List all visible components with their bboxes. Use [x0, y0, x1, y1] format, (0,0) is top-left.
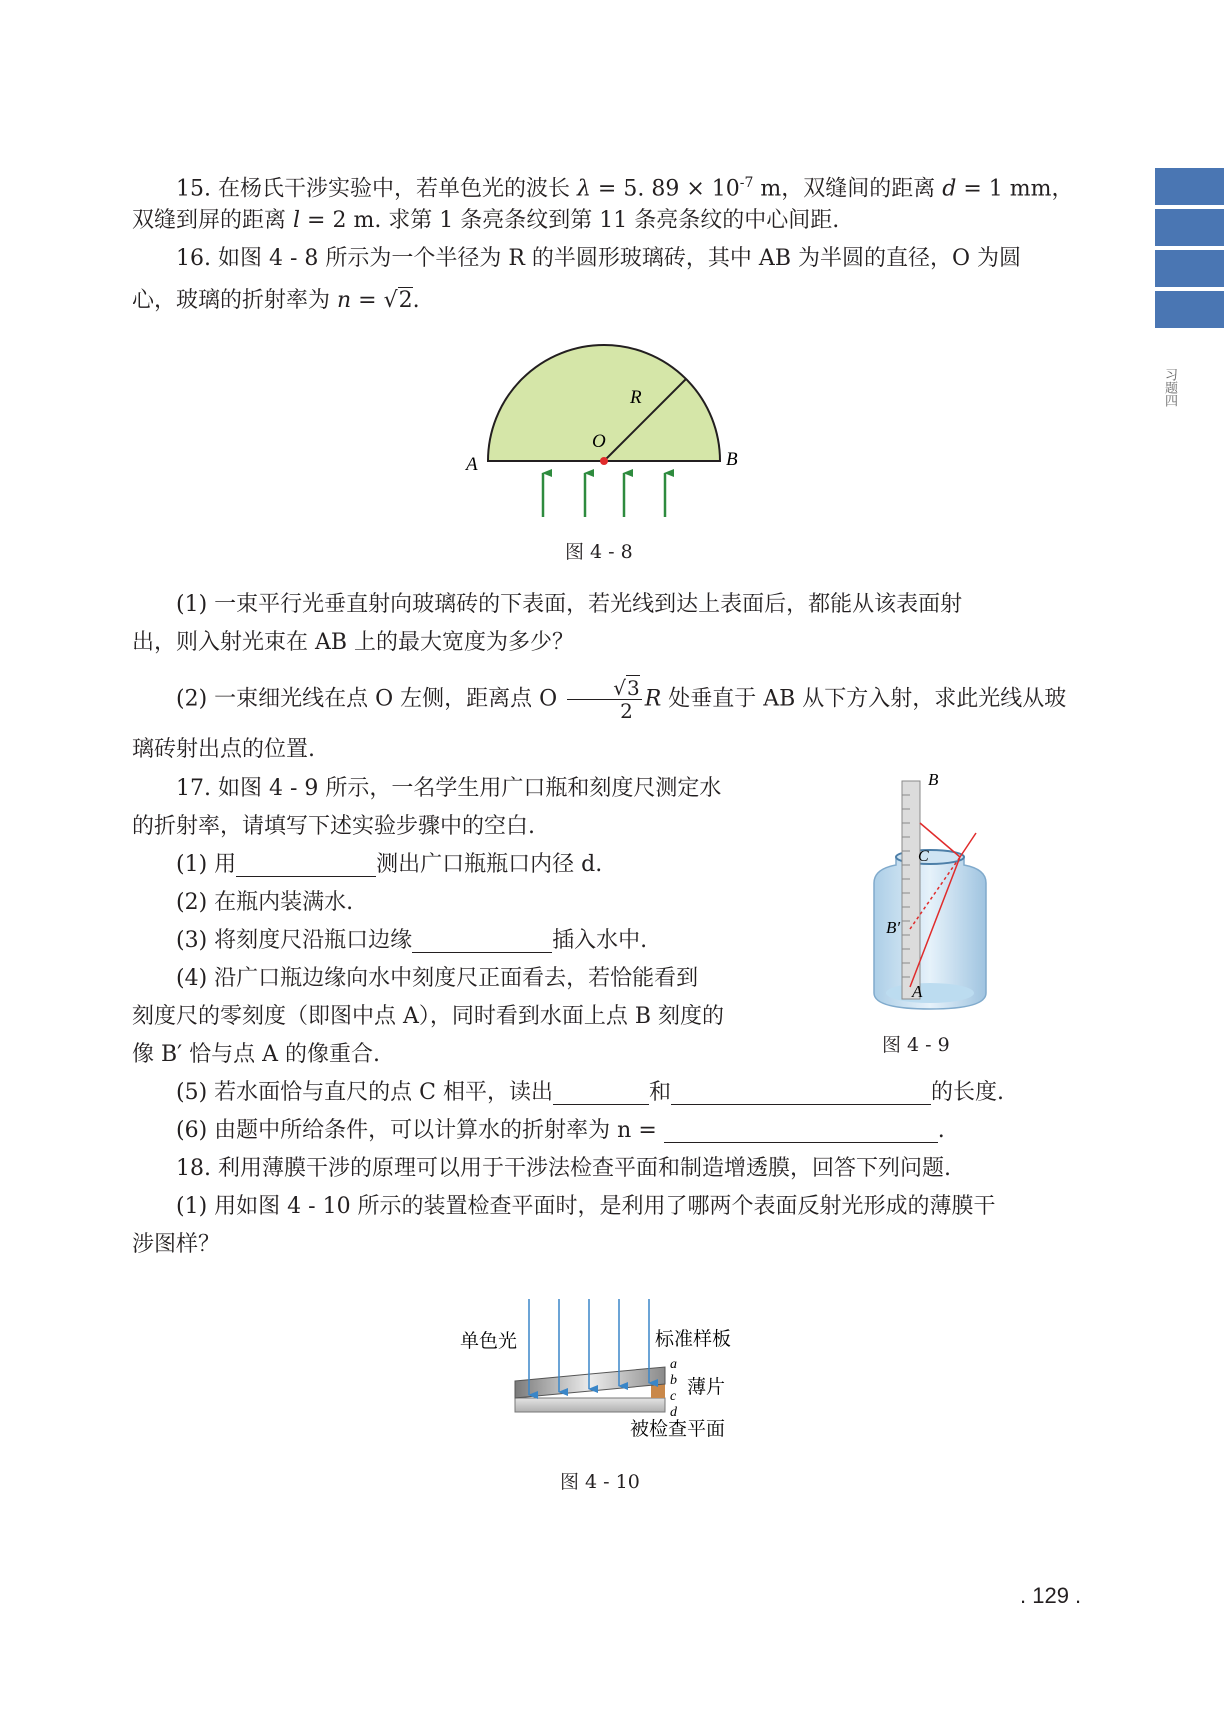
- q18-part1-line1: (1) 用如图 4 - 10 所示的装置检查平面时，是利用了哪两个表面反射光形成的薄膜干: [176, 1194, 996, 1219]
- q16-part2-line1: (2) 一束细光线在点 O 左侧，距离点 O $\frac{√3}{2}$ R 处垂直于 AB 从下方入射，求此光线从玻: [176, 676, 1067, 723]
- answer-blank[interactable]: [664, 1118, 938, 1143]
- chapter-tab: [1155, 209, 1224, 246]
- chapter-tab: [1155, 168, 1224, 205]
- answer-blank[interactable]: [553, 1080, 649, 1105]
- q17-step4-line2: 刻度尺的零刻度（即图中点 A），同时看到水面上点 B 刻度的: [132, 1004, 725, 1029]
- answer-blank[interactable]: [236, 852, 376, 877]
- label-test-plane: 被检查平面: [630, 1419, 726, 1440]
- figure-4-10: [455, 1295, 755, 1445]
- label-O: O: [592, 431, 606, 452]
- q17-line1: 17. 如图 4 - 9 所示，一名学生用广口瓶和刻度尺测定水: [176, 776, 722, 801]
- figure-4-8-caption: 图 4 - 8: [565, 541, 633, 563]
- label-B: B: [928, 770, 939, 789]
- q17-step1: (1) 用 测出广口瓶瓶口内径 d.: [176, 852, 603, 877]
- q17-step4-line1: (4) 沿广口瓶边缘向水中刻度尺正面看去，若恰能看到: [176, 966, 699, 991]
- chapter-tab: [1155, 291, 1224, 328]
- q16-part1-line1: (1) 一束平行光垂直射向玻璃砖的下表面，若光线到达上表面后，都能从该表面射: [176, 592, 963, 617]
- label-B: B: [726, 449, 738, 470]
- center-point: [600, 457, 608, 465]
- q17-step5: (5) 若水面恰与直尺的点 C 相平，读出 和 的长度.: [176, 1080, 1004, 1105]
- q17-step2: (2) 在瓶内装满水.: [176, 890, 354, 915]
- chapter-tab-label: 习题四: [1162, 368, 1177, 407]
- label-std-plate: 标准样板: [655, 1329, 732, 1350]
- figure-4-8: [460, 335, 740, 525]
- q15-line2: 双缝到屏的距离 l = 2 m. 求第 1 条亮条纹到第 11 条亮条纹的中心间距.: [132, 208, 840, 233]
- q17-line2: 的折射率，请填写下述实验步骤中的空白.: [132, 814, 535, 839]
- label-shim: 薄片: [687, 1377, 726, 1398]
- label-b: b: [670, 1373, 677, 1388]
- q16-line1: 16. 如图 4 - 8 所示为一个半径为 R 的半圆形玻璃砖，其中 AB 为半圆的直径，O 为圆: [176, 246, 1022, 271]
- figure-4-9-caption: 图 4 - 9: [882, 1034, 950, 1056]
- fraction: $\frac{√3}{2}$: [567, 677, 641, 722]
- q16-part1-line2: 出，则入射光束在 AB 上的最大宽度为多少？: [132, 630, 575, 655]
- q18-part1-line2: 涉图样？: [132, 1232, 221, 1257]
- label-R: R: [630, 387, 642, 408]
- label-mono-light: 单色光: [460, 1331, 518, 1352]
- label-A: A: [466, 454, 478, 475]
- label-C: C: [918, 848, 929, 865]
- standard-plate: [515, 1367, 665, 1398]
- q16-part2-line2: 璃砖射出点的位置.: [132, 737, 315, 762]
- q17-step3: (3) 将刻度尺沿瓶口边缘 插入水中.: [176, 928, 648, 953]
- label-c: c: [670, 1389, 677, 1404]
- q18-line1: 18. 利用薄膜干涉的原理可以用于干涉法检查平面和制造增透膜，回答下列问题.: [176, 1156, 951, 1181]
- q15-line1: 15. 在杨氏干涉实验中，若单色光的波长 λ = 5. $89 \times 10^{-7}$ m，双缝间的距离 d = 1 mm，: [176, 175, 1074, 202]
- q17-step6: (6) 由题中所给条件，可以计算水的折射率为 n = .: [176, 1118, 945, 1143]
- q16-line2: 心，玻璃的折射率为 n = √2.: [132, 288, 420, 313]
- q17-step4-line3: 像 B′ 恰与点 A 的像重合.: [132, 1042, 381, 1067]
- label-A: A: [912, 982, 923, 1001]
- answer-blank[interactable]: [412, 928, 552, 953]
- label-Bprime: B′: [886, 918, 901, 937]
- water-bottom: [886, 983, 974, 1003]
- chapter-tabs: [1155, 168, 1224, 332]
- page-number: . 129 .: [1020, 1583, 1082, 1608]
- ray: [960, 833, 976, 857]
- test-plane: [515, 1398, 665, 1412]
- label-d: d: [670, 1405, 677, 1420]
- figure-4-10-caption: 图 4 - 10: [560, 1471, 640, 1493]
- chapter-tab: [1155, 250, 1224, 287]
- figure-4-9: [860, 765, 1000, 1015]
- label-a: a: [670, 1357, 677, 1372]
- answer-blank[interactable]: [671, 1080, 931, 1105]
